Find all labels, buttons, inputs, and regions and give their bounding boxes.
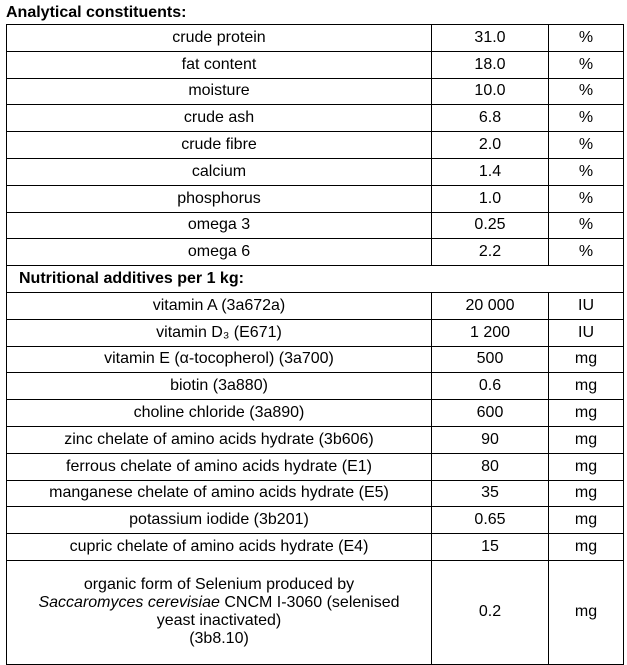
constituent-name: moisture [7, 78, 432, 105]
additives-heading: Nutritional additives per 1 kg: [7, 266, 624, 293]
selenium-row [7, 560, 624, 664]
selenium-name [7, 560, 432, 664]
table-row [7, 400, 624, 427]
selenium-line-2 [11, 594, 427, 612]
selenium-species: Saccaromyces cerevisiae [38, 594, 220, 612]
additive-name: vitamin A (3a672a) [7, 292, 432, 319]
additive-unit: IU [549, 319, 624, 346]
constituent-value: 31.0 [432, 25, 549, 52]
additive-unit: mg [549, 534, 624, 561]
selenium-strain: CNCM I-3060 (selenised [219, 594, 400, 612]
table-row [7, 132, 624, 159]
constituent-unit: % [549, 78, 624, 105]
constituent-unit: % [549, 132, 624, 159]
constituent-name: crude protein [7, 25, 432, 52]
additive-name: manganese chelate of amino acids hydrate (E5) [7, 480, 432, 507]
additive-value: 80 [432, 453, 549, 480]
table-row [7, 25, 624, 52]
table-row [7, 105, 624, 132]
constituent-name: phosphorus [7, 185, 432, 212]
constituent-name: crude ash [7, 105, 432, 132]
additive-unit: mg [549, 373, 624, 400]
constituent-unit: % [549, 51, 624, 78]
table-row [7, 212, 624, 239]
constituent-unit: % [549, 105, 624, 132]
additive-value: 0.65 [432, 507, 549, 534]
additive-unit: mg [549, 346, 624, 373]
constituent-name: omega 6 [7, 239, 432, 266]
constituent-unit: % [549, 158, 624, 185]
table-row [7, 239, 624, 266]
constituent-name: fat content [7, 51, 432, 78]
constituent-value: 2.2 [432, 239, 549, 266]
constituent-value: 1.4 [432, 158, 549, 185]
additive-unit: mg [549, 453, 624, 480]
constituent-unit: % [549, 212, 624, 239]
table-row [7, 480, 624, 507]
additive-unit: mg [549, 507, 624, 534]
constituent-value: 10.0 [432, 78, 549, 105]
additive-name: ferrous chelate of amino acids hydrate (E1) [7, 453, 432, 480]
additive-value: 15 [432, 534, 549, 561]
selenium-line-4: (3b8.10) [189, 630, 249, 648]
table-row [7, 373, 624, 400]
constituent-name: omega 3 [7, 212, 432, 239]
additive-value: 20 000 [432, 292, 549, 319]
constituent-unit: % [549, 239, 624, 266]
additive-value: 0.6 [432, 373, 549, 400]
table-row [7, 534, 624, 561]
additive-unit: mg [549, 400, 624, 427]
additive-name: potassium iodide (3b201) [7, 507, 432, 534]
additive-value: 35 [432, 480, 549, 507]
table-row [7, 453, 624, 480]
additive-unit: mg [549, 480, 624, 507]
constituent-value: 0.25 [432, 212, 549, 239]
additive-value: 1 200 [432, 319, 549, 346]
table-row [7, 51, 624, 78]
additive-unit: mg [549, 426, 624, 453]
constituent-value: 1.0 [432, 185, 549, 212]
selenium-line-1: organic form of Selenium produced by [83, 576, 355, 594]
additive-name: biotin (3a880) [7, 373, 432, 400]
analytical-constituents-heading: Analytical constituents: [6, 4, 187, 21]
additive-name: vitamin E (α-tocopherol) (3a700) [7, 346, 432, 373]
additive-name: zinc chelate of amino acids hydrate (3b606) [7, 426, 432, 453]
additive-name: cupric chelate of amino acids hydrate (E4) [7, 534, 432, 561]
analytical-constituents-body [7, 25, 624, 665]
table-row [7, 319, 624, 346]
constituent-name: calcium [7, 158, 432, 185]
selenium-line-3: yeast inactivated) [156, 612, 282, 630]
table-row [7, 78, 624, 105]
additive-unit: mg [549, 560, 624, 664]
table-row [7, 426, 624, 453]
table-row [7, 507, 624, 534]
constituent-value: 18.0 [432, 51, 549, 78]
additive-value: 90 [432, 426, 549, 453]
additive-value: 0.2 [432, 560, 549, 664]
additive-name: choline chloride (3a890) [7, 400, 432, 427]
table-row [7, 158, 624, 185]
table-row [7, 346, 624, 373]
additive-value: 600 [432, 400, 549, 427]
additive-name: vitamin D₃ (E671) [7, 319, 432, 346]
additive-unit: IU [549, 292, 624, 319]
constituent-value: 6.8 [432, 105, 549, 132]
nutrition-table [6, 24, 624, 665]
constituent-value: 2.0 [432, 132, 549, 159]
constituent-unit: % [549, 25, 624, 52]
constituent-unit: % [549, 185, 624, 212]
additives-section-row [7, 266, 624, 293]
table-row [7, 185, 624, 212]
additive-value: 500 [432, 346, 549, 373]
constituent-name: crude fibre [7, 132, 432, 159]
table-row [7, 292, 624, 319]
